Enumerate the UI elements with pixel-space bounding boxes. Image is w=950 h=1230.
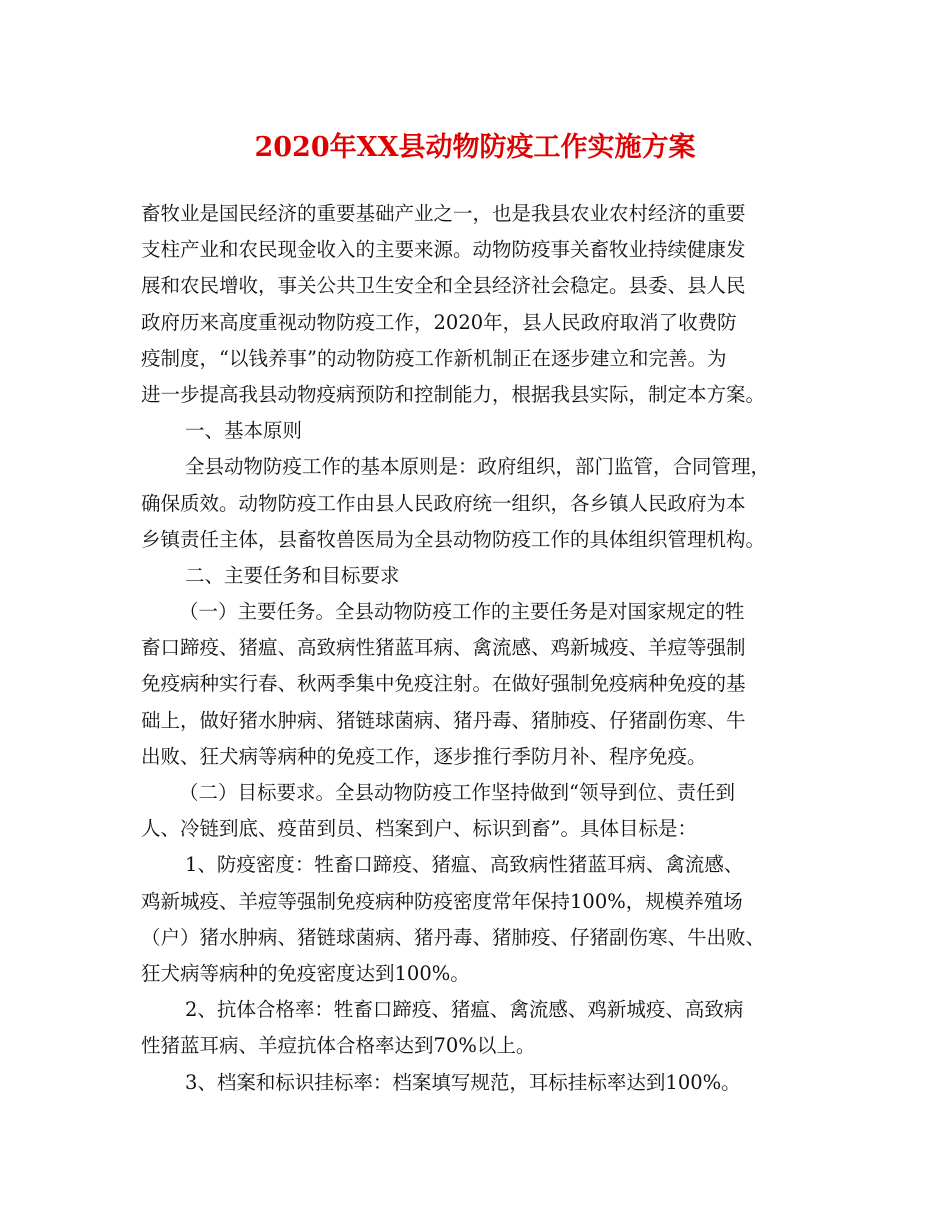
text-line: 1、防疫密度：牲畜口蹄疫、猪瘟、高致病性猪蓝耳病、禽流感、	[185, 853, 744, 877]
text-line: （一）主要任务。全县动物防疫工作的主要任务是对国家规定的牲	[179, 600, 745, 624]
text-line: （二）目标要求。全县动物防疫工作坚持做到“领导到位、责任到	[179, 781, 735, 804]
text-line: 鸡新城疫、羊痘等强制免疫病种防疫密度常年保持100%，规模养殖场	[141, 889, 743, 913]
text-line: 支柱产业和农民现金收入的主要来源。动物防疫事关畜牧业持续健康发	[141, 238, 746, 262]
text-line: 出败、狂犬病等病种的免疫工作，逐步推行季防月补、程序免疫。	[141, 744, 707, 768]
text-line: 性猪蓝耳病、羊痘抗体合格率达到70%以上。	[141, 1034, 536, 1058]
text-line: 狂犬病等病种的免疫密度达到100%。	[141, 961, 470, 985]
text-line: 3、档案和标识挂标率：档案填写规范，耳标挂标率达到100%。	[185, 1070, 741, 1094]
text-line: 免疫病种实行春、秋两季集中免疫注射。在做好强制免疫病种免疫的基	[141, 672, 746, 696]
text-line: 础上，做好猪水肿病、猪链球菌病、猪丹毒、猪肺疫、仔猪副伤寒、牛	[141, 708, 746, 732]
text-line: 乡镇责任主体，县畜牧兽医局为全县动物防疫工作的具体组织管理机构。	[141, 527, 766, 551]
text-line: 二、主要任务和目标要求	[185, 563, 400, 587]
text-line: 畜牧业是国民经济的重要基础产业之一，也是我县农业农村经济的重要	[141, 202, 746, 225]
text-line: （户）猪水肿病、猪链球菌病、猪丹毒、猪肺疫、仔猪副伤寒、牛出败、	[141, 925, 766, 949]
document-title: 2020年XX县动物防疫工作实施方案	[254, 132, 696, 163]
document-body	[141, 196, 833, 1101]
text-line: 政府历来高度重视动物防疫工作，2020年，县人民政府取消了收费防	[141, 310, 737, 334]
text-line: 确保质效。动物防疫工作由县人民政府统一组织，各乡镇人民政府为本	[141, 491, 746, 515]
text-line: 畜口蹄疫、猪瘟、高致病性猪蓝耳病、禽流感、鸡新城疫、羊痘等强制	[141, 636, 746, 660]
text-line: 2、抗体合格率：牲畜口蹄疫、猪瘟、禽流感、鸡新城疫、高致病	[185, 998, 744, 1022]
text-line: 展和农民增收，事关公共卫生安全和全县经济社会稳定。县委、县人民	[141, 274, 746, 298]
text-line: 人、冷链到底、疫苗到员、档案到户、标识到畜”。具体目标是：	[141, 817, 697, 841]
text-line: 一、基本原则	[185, 419, 303, 443]
text-line: 进一步提高我县动物疫病预防和控制能力，根据我县实际，制定本方案。	[141, 382, 766, 406]
text-line: 全县动物防疫工作的基本原则是：政府组织，部门监管，合同管理，	[185, 455, 771, 479]
text-line: 疫制度，“以钱养事”的动物防疫工作新机制正在逐步建立和完善。为	[141, 346, 727, 370]
